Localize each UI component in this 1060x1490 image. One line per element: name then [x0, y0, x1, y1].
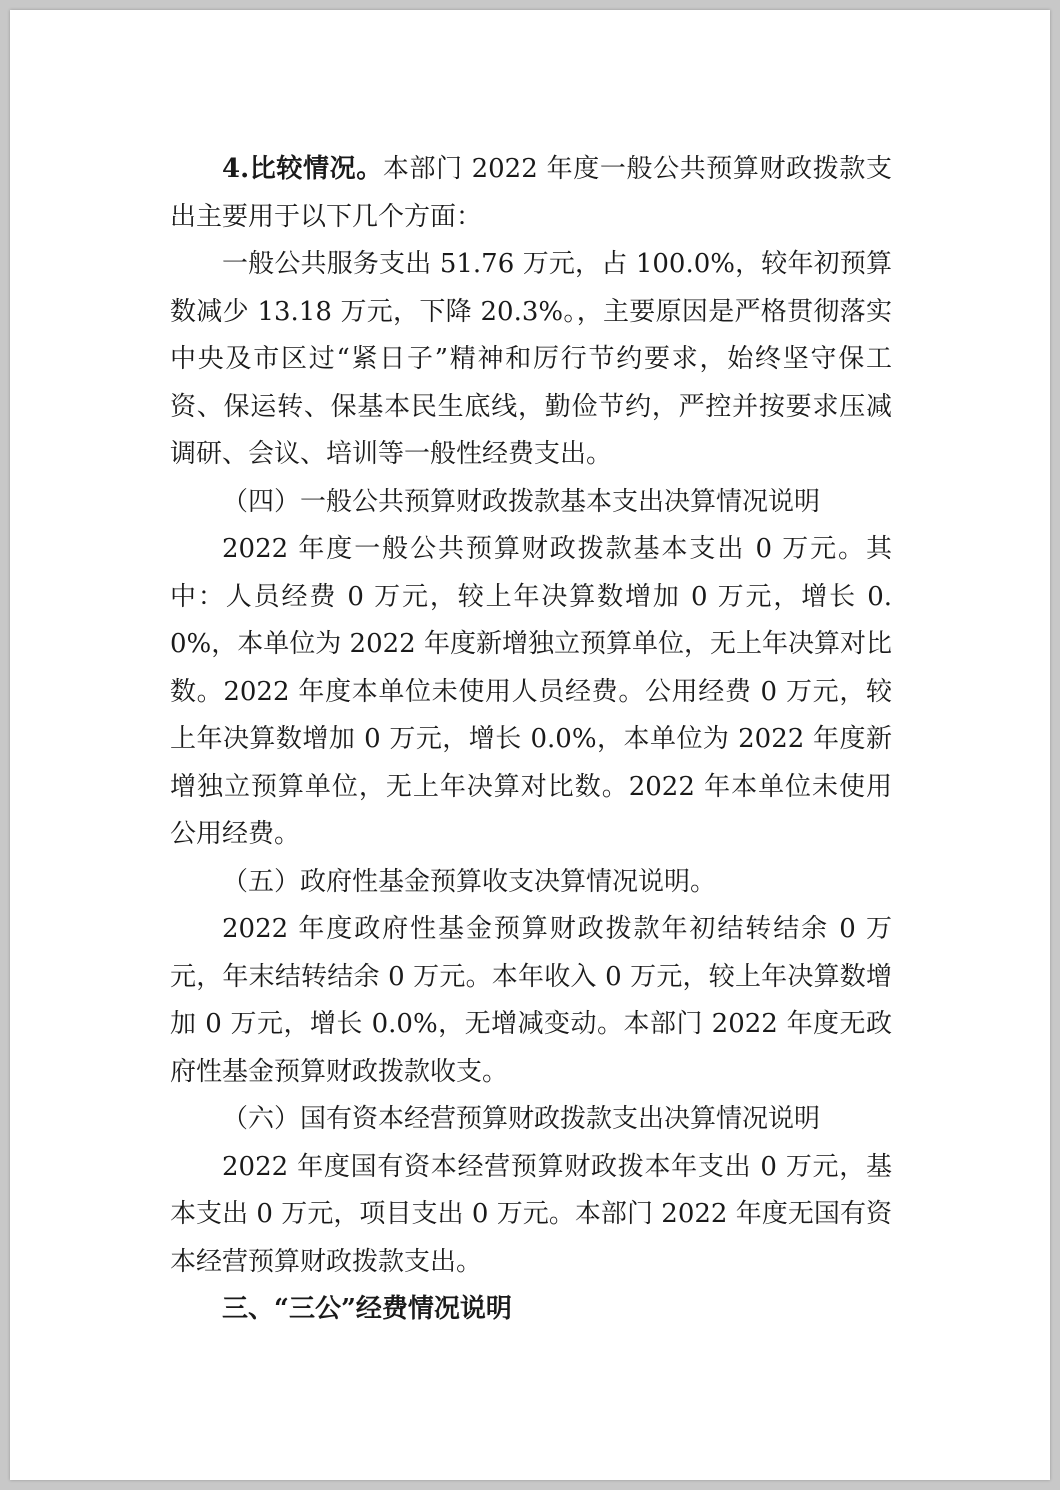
paragraph-basic-expenditure: 2022 年度一般公共预算财政拨款基本支出 0 万元。其中：人员经费 0 万元，较上年决算数增加 0 万元，增长 0.0%，本单位为 2022 年度新增独立预算单位，无上年决算对比数。2022 年度本单位未使用人员经费。公用经费 0 万元，较上年决算数增加 0 万元，增长 0.0%，本单位为 2022 年度新增独立预算单位，无上年决算对比数。2022 年本单位未使用公用经费。: [170, 534, 892, 849]
paragraph-lead: 4.比较情况。: [222, 154, 383, 184]
paragraph-general-public-services: 一般公共服务支出 51.76 万元，占 100.0%，较年初预算数减少 13.18 万元，下降 20.3%。，主要原因是严格贯彻落实中央及市区过“紧日子”精神和厉行节约要求，始终坚守保工资、保运转、保基本民生底线，勤俭节约，严控并按要求压减调研、会议、培训等一般性经费支出。: [170, 249, 892, 469]
heading-section-4: （四）一般公共预算财政拨款基本支出决算情况说明: [222, 486, 821, 517]
paragraph-government-fund: 2022 年度政府性基金预算财政拨款年初结转结余 0 万元，年末结转结余 0 万元。本年收入 0 万元，较上年决算数增加 0 万元，增长 0.0%，无增减变动。本部门 2022 年度无政府性基金预算财政拨款收支。: [170, 914, 892, 1087]
paragraph-text: 本部门 2022 年度一般公共预算财政拨款支出主要用于以下几个方面：: [170, 154, 892, 232]
paragraph-comparison: [170, 146, 892, 241]
paragraph-state-capital: 2022 年度国有资本经营预算财政拨本年支出 0 万元，基本支出 0 万元，项目支出 0 万元。本部门 2022 年度无国有资本经营预算财政拨款支出。: [170, 1151, 892, 1277]
heading-three-public-expenses: 三、“三公”经费情况说明: [222, 1294, 512, 1324]
heading-section-6: （六）国有资本经营预算财政拨款支出决算情况说明: [222, 1104, 821, 1134]
heading-section-5: （五）政府性基金预算收支决算情况说明。: [222, 866, 717, 897]
document-body: [170, 146, 892, 1334]
document-page: [10, 10, 1050, 1480]
